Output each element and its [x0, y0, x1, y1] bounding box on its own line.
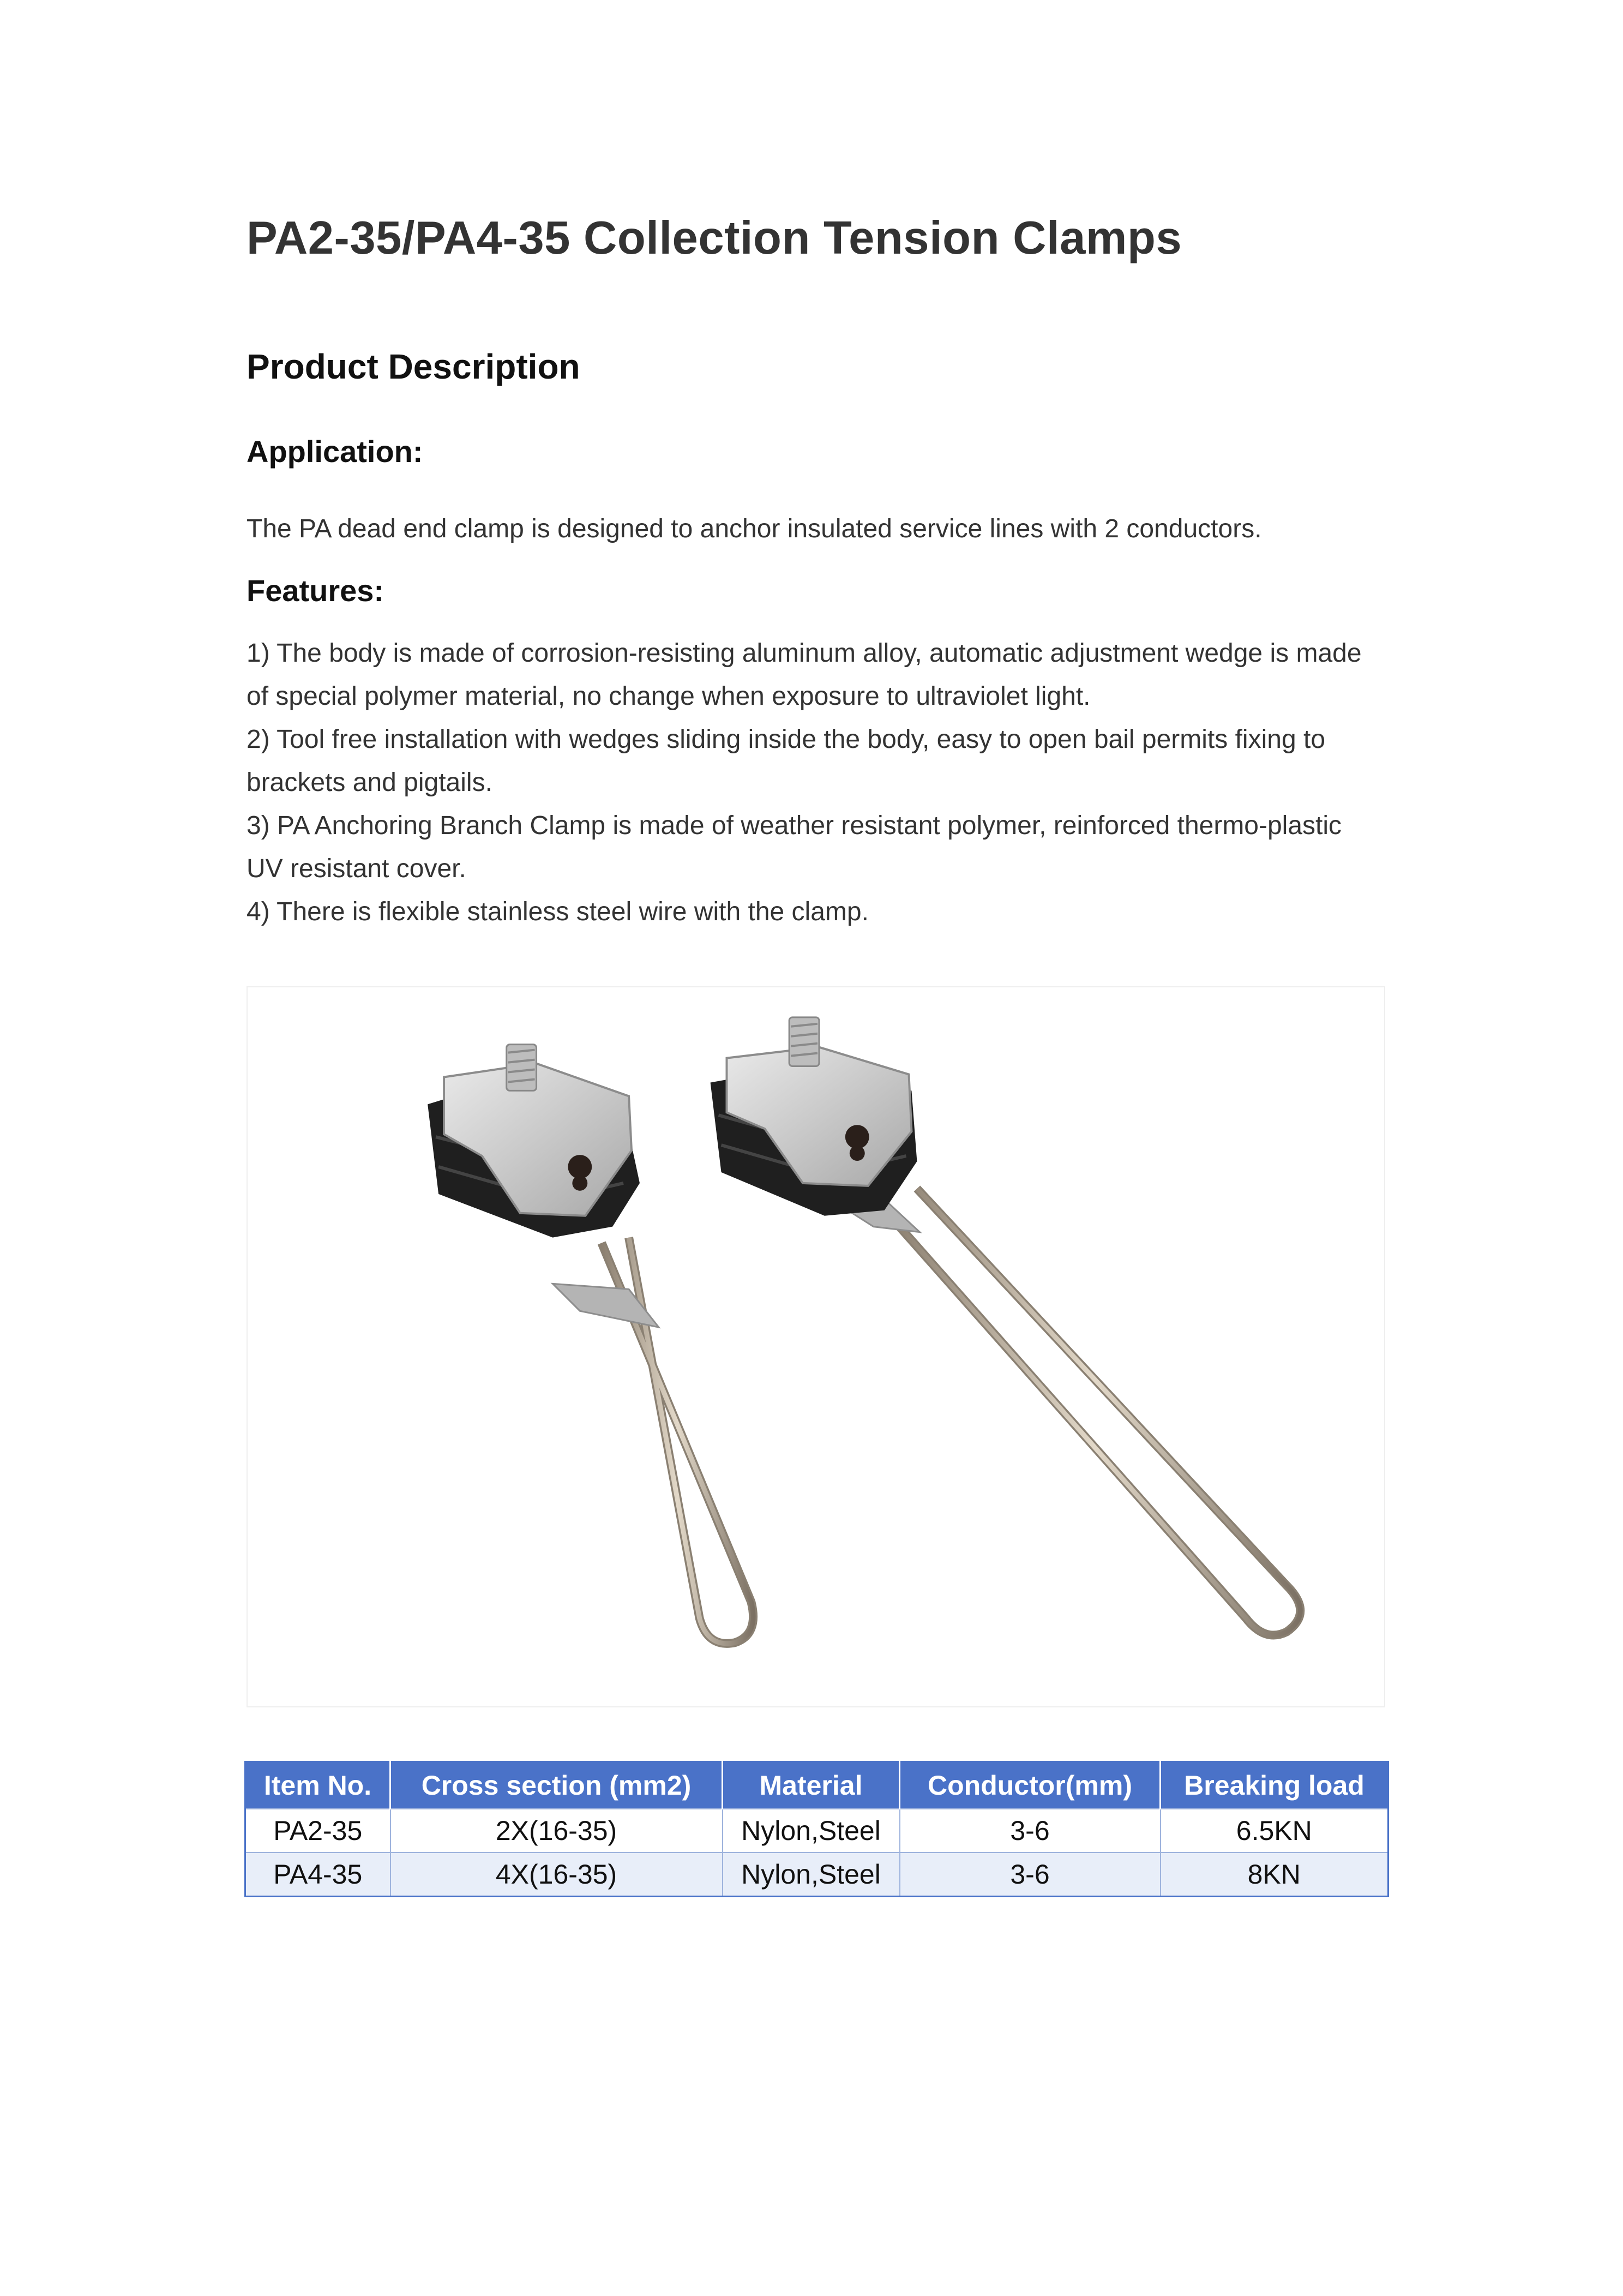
column-header-material: Material	[723, 1762, 900, 1809]
table-cell: 8KN	[1161, 1853, 1388, 1897]
column-header-breaking-load: Breaking load	[1161, 1762, 1388, 1809]
specification-table	[244, 1761, 1389, 1897]
left-clamp	[428, 1045, 753, 1644]
section-title: Product Description	[247, 347, 580, 386]
features-line: 1) The body is made of corrosion-resisting aluminum alloy, automatic adjustment wedge is made	[247, 639, 1362, 668]
features-line: 3) PA Anchoring Branch Clamp is made of weather resistant polymer, reinforced thermo-plastic	[247, 811, 1342, 840]
column-header-cross-section: Cross section (mm2)	[390, 1762, 723, 1809]
right-clamp	[711, 1017, 1301, 1635]
column-header-item-no: Item No.	[245, 1762, 390, 1809]
application-text: The PA dead end clamp is designed to anchor insulated service lines with 2 conductors.	[247, 514, 1262, 543]
table-cell: 4X(16-35)	[390, 1853, 723, 1897]
features-line: UV resistant cover.	[247, 854, 466, 883]
table-cell: 3-6	[900, 1809, 1161, 1853]
features-line: 2) Tool free installation with wedges sliding inside the body, easy to open bail permits fixing to	[247, 725, 1326, 754]
table-cell: Nylon,Steel	[723, 1809, 900, 1853]
features-heading: Features:	[247, 573, 384, 608]
features-line: of special polymer material, no change when exposure to ultraviolet light.	[247, 682, 1091, 711]
table-row	[245, 1809, 1388, 1853]
tension-clamps-illustration	[248, 987, 1384, 1706]
application-heading: Application:	[247, 434, 423, 469]
features-list	[247, 632, 1392, 933]
product-photo	[247, 986, 1385, 1707]
table-cell: 6.5KN	[1161, 1809, 1388, 1853]
page-title: PA2-35/PA4-35 Collection Tension Clamps	[247, 212, 1182, 264]
table-header-row	[245, 1762, 1388, 1809]
features-line: brackets and pigtails.	[247, 768, 492, 797]
table-cell: Nylon,Steel	[723, 1853, 900, 1897]
table-row	[245, 1853, 1388, 1897]
table-cell: 3-6	[900, 1853, 1161, 1897]
column-header-conductor: Conductor(mm)	[900, 1762, 1161, 1809]
table-cell: 2X(16-35)	[390, 1809, 723, 1853]
table-cell: PA2-35	[245, 1809, 390, 1853]
table-cell: PA4-35	[245, 1853, 390, 1897]
features-line: 4) There is flexible stainless steel wire with the clamp.	[247, 897, 869, 926]
